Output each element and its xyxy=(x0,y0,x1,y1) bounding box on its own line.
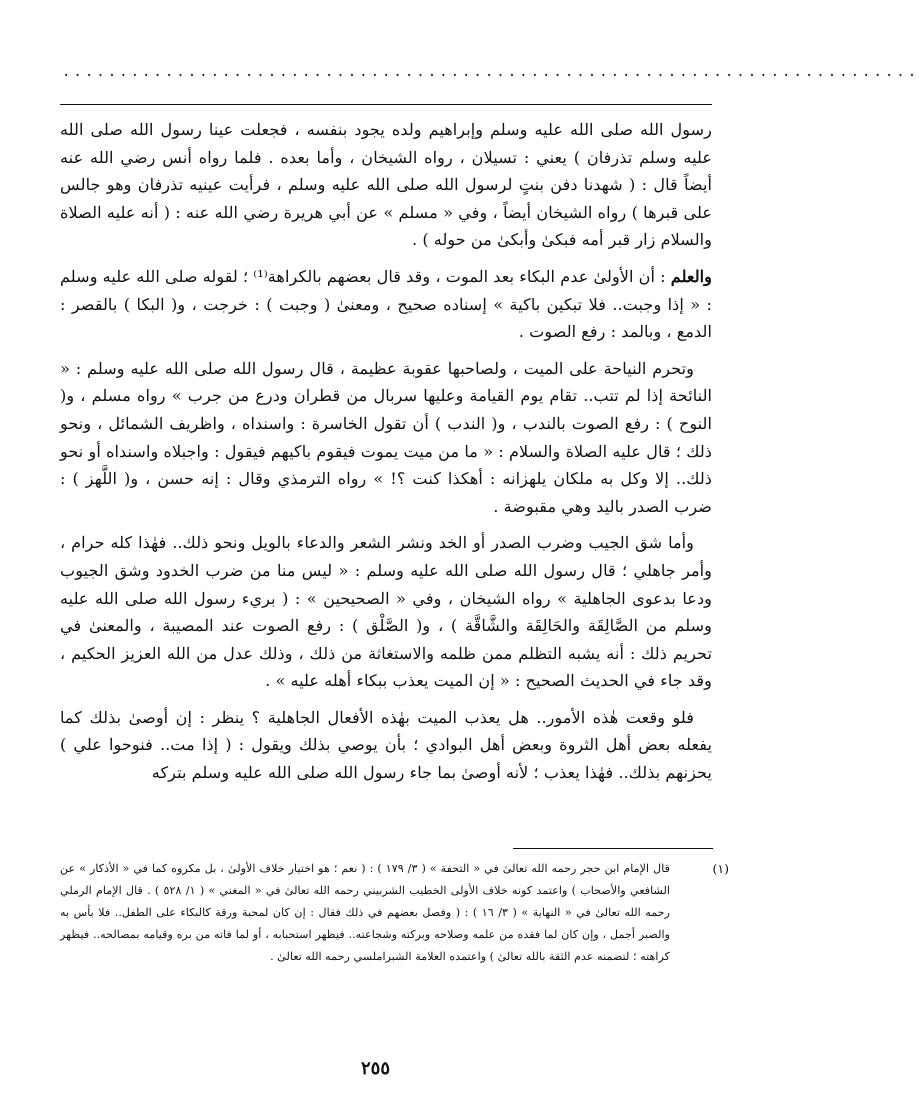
paragraph-2 xyxy=(60,263,712,346)
paragraph-2-keyword: والعلم xyxy=(670,266,712,286)
paragraph-4 xyxy=(60,529,712,695)
paragraph-5 xyxy=(60,704,712,787)
page-number: ٢٥٥ xyxy=(360,1058,390,1079)
main-text xyxy=(60,116,712,796)
header-dots: ........................................................................... xyxy=(62,64,919,80)
paragraph-4-text: وأما شق الجيب وضرب الصدر أو الخد ونشر الشعر والدعاء بالويل ونحو ذلك.. فهٰذا كله حرام ، وأمر جاهلي ؛ قال رسول الله صلى الله عليه وسلم : « ليس منا من ضرب الخدود وشق الجيوب ودعا بدعوى الجاهلية » رواه الشيخان ، وفي « الصحيحين » : ( بريء رسول الله صلى الله عليه وسلم من الصَّالِقَة والحَالِقَة والشَّاقَّة ) ، و( الصَّلْق ) : رفع الصوت عند المصيبة ، والمعنىٰ في تحريم ذلك : أنه يشبه التظلم ممن ظلمه والاستغاثة من ذلك ، وذلك عدل من الله العزيز الحكيم ، وقد جاء في الحديث الصحيح : « إن الميت يعذب ببكاء أهله عليه » . xyxy=(60,533,712,691)
paragraph-3-text: وتحرم النياحة على الميت ، ولصاحبها عقوبة عظيمة ، قال رسول الله صلى الله عليه وسلم : « النائحة إذا لم تتب.. تقام يوم القيامة وعليها سربال من قطران ودرع من جرب » رواه مسلم ، و( النوح ) : رفع الصوت بالندب ، و( الندب ) أن تقول الخاسرة : واسنداه ، واظريف الشمائل ، ونحو ذلك ؛ قال عليه الصلاة والسلام : « ما من ميت يموت فيقوم باكيهم فيقول : واجبلاه واسنداه أو نحو ذلك.. إلا وكل به ملكان يلهزانه : أهكذا كنت ؟! » رواه الترمذي وقال : إنه حسن ، و( اللَّهز ) : ضرب الصدر باليد وهي مقبوضة . xyxy=(60,358,712,516)
paragraph-1 xyxy=(60,116,712,254)
paragraph-3 xyxy=(60,355,712,521)
footnote-number: (١) xyxy=(712,861,729,876)
header-rule xyxy=(60,104,712,105)
footnote-rule xyxy=(513,848,713,849)
paragraph-2-text: : أن الأولىٰ عدم البكاء بعد الموت ، وقد قال بعضهم بالكراهة⁽¹⁾ ؛ لقوله صلى الله عليه وسلم : « إذا وجبت.. فلا تبكين باكية » إسناده صحيح ، ومعنىٰ ( وجبت ) : خرجت ، و( البكا ) بالقصر : الدمع ، وبالمد : رفع الصوت . xyxy=(60,266,712,342)
paragraph-1-text: رسول الله صلى الله عليه وسلم وإبراهيم ولده يجود بنفسه ، فجعلت عينا رسول الله صلى الله عليه وسلم تذرفان ) يعني : تسيلان ، رواه الشيخان ، وأما بعده . فلما رواه أنس رضي الله عنه أيضاً قال : ( شهدنا دفن بنتٍ لرسول الله صلى الله عليه وسلم ، فرأيت عينيه تذرفان وهو جالس على قبرها ) رواه الشيخان أيضاً ، وفي « مسلم » عن أبي هريرة رضي الله عنه : ( أنه عليه الصلاة والسلام زار قبر أمه فبكىٰ وأبكىٰ من حوله ) . xyxy=(60,120,712,250)
footnote-text: قال الإمام ابن حجر رحمه الله تعالىٰ في « التحفة » ( ٣/ ١٧٩ ) : ( نعم ؛ هو اختيار خلاف الأولىٰ ، بل مكروه كما في « الأذكار » عن الشافعي والأصحاب ) واعتمد كونه خلاف الأولى الخطيب الشربيني رحمه الله تعالىٰ في « المغني » ( ١/ ٥٢٨ ) . قال الإمام الرملي رحمه الله تعالىٰ في « النهاية » ( ٣/ ١٦ ) : ( وفصل بعضهم في ذلك فقال : إن كان لمحبة ورقة كالبكاء على الطفل.. فلا بأس به والصبر أجمل ، وإن كان لما فقده من علمه وصلاحه وبركته وشجاعته.. فيظهر استحبابه ، أو لما فاته من بره وقيامه بمصالحه.. فيظهر كراهته ؛ لتضمنه عدم الثقة بالله تعالىٰ ) واعتمده العلامة الشبراملسي رحمه الله تعالىٰ . xyxy=(60,862,671,963)
paragraph-5-text: فلو وقعت هٰذه الأمور.. هل يعذب الميت بهٰذه الأفعال الجاهلية ؟ ينظر : إن أوصىٰ بذلك كما يفعله بعض أهل الثروة وبعض أهل البوادي ؛ بأن يوصي بذلك ويقول : ( إذا مت.. فنوحوا علي ) يحزنهم بذلك.. فهٰذا يعذب ؛ لأنه أوصىٰ بما جاء رسول الله صلى الله عليه وسلم بتركه xyxy=(60,707,712,783)
